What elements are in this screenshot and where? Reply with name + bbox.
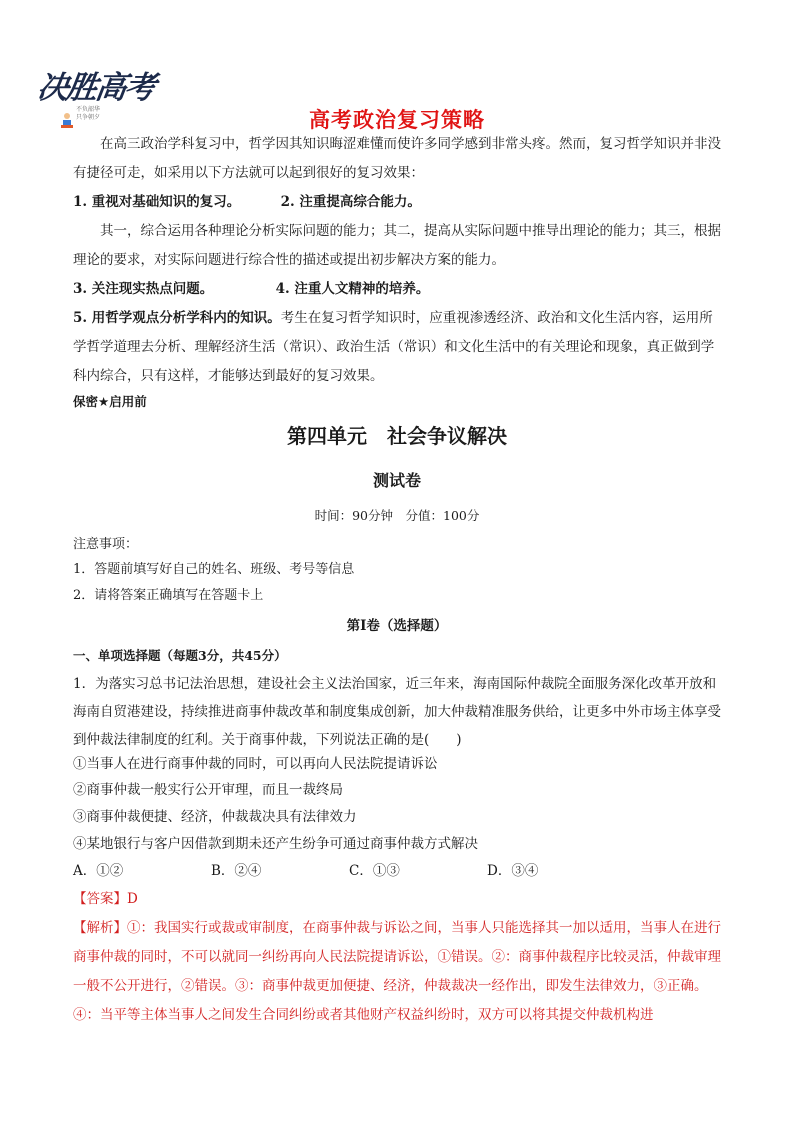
section-heading: 一、单项选择题（每题3分，共45分） <box>73 648 287 663</box>
test-title: 测试卷 <box>372 471 421 490</box>
point-5-label: 5. 用哲学观点分析学科内的知识。 <box>73 310 281 326</box>
choice-a: A．①② <box>73 863 124 879</box>
page-title: 高考政治复习策略 <box>309 108 485 132</box>
notice-title: 注意事项： <box>73 537 139 552</box>
notice-item-2: 2．请将答案正确填写在答题卡上 <box>73 588 264 603</box>
point-1: 1. 重视对基础知识的复习。 <box>73 194 241 210</box>
question-1-option-1: ①当事人在进行商事仲裁的同时，可以再向人民法院提请诉讼 <box>73 756 438 772</box>
secret-label: 保密★启用前 <box>73 394 147 409</box>
question-1-option-2: ②商事仲裁一般实行公开审理，而且一裁终局 <box>73 782 343 798</box>
notice-item-1: 1．答题前填写好自己的姓名、班级、考号等信息 <box>73 562 355 577</box>
point-5-paragraph <box>73 304 723 391</box>
intro-paragraph: 在高三政治学科复习中，哲学因其知识晦涩难懂而使许多同学感到非常头疼。然而，复习哲学知识并非没有捷径可走，如采用以下方法就可以起到很好的复习效果： <box>73 136 721 181</box>
volume-title: 第I卷（选择题） <box>346 618 448 634</box>
question-1-analysis: 【解析】①：我国实行或裁或审制度，在商事仲裁与诉讼之间，当事人只能选择其一加以适用，当事人在进行商事仲裁的同时，不可以就同一纠纷再向人民法院提请诉讼，①错误。②：商事仲裁程序比较灵活，仲裁审理一般不公开进行，②错误。③：商事仲裁更加便捷、经济，仲裁裁决一经作出，即发生法律效力，③正确。④：当平等主体当事人之间发生合同纠纷或者其他财产权益纠纷时，双方可以将其提交仲裁机构进 <box>73 920 721 1023</box>
question-1-choices <box>73 858 723 884</box>
logo-text: 决胜高考 <box>34 70 157 106</box>
ability-paragraph: 其一，综合运用各种理论分析实际问题的能力；其二，提高从实际问题中推导出理论的能力；其三，根据理论的要求，对实际问题进行综合性的描述或提出初步解决方案的能力。 <box>73 223 721 268</box>
question-1-stem: 1．为落实习总书记法治思想，建设社会主义法治国家，近三年来，海南国际仲裁院全面服务深化改革开放和海南自贸港建设，持续推进商事仲裁改革和制度集成创新，加大仲裁精准服务供给，让更多中外市场主体享受到仲裁法律制度的红利。关于商事仲裁，下列说法正确的是( ) <box>73 676 721 748</box>
time-info: 时间：90分钟 分值：100分 <box>314 508 480 523</box>
logo-subtitle-line1: 不负韶华 <box>76 106 101 113</box>
point-2: 2. 注重提高综合能力。 <box>280 194 421 210</box>
unit-title: 第四单元 社会争议解决 <box>287 424 507 448</box>
choice-c: C．①③ <box>349 863 400 879</box>
point-5-text: 考生在复习哲学知识时，应重视渗透经济、政治和文化生活内容，运用所学哲学道理去分析、理解经济生活（常识）、政治生活（常识）和文化生活中的有关理论和现象，真正做到学科内综合，只有这样，才能够达到最好的复习效果。 <box>73 310 715 384</box>
point-4: 4. 注重人文精神的培养。 <box>275 281 430 297</box>
question-1-answer: 【答案】D <box>73 891 138 907</box>
question-1-option-3: ③商事仲裁便捷、经济，仲裁裁决具有法律效力 <box>73 809 357 825</box>
point-3: 3. 关注现实热点问题。 <box>73 281 214 297</box>
choice-b: B．②④ <box>211 863 262 879</box>
logo-subtitle-line2: 只争朝夕 <box>76 114 101 121</box>
choice-d: D．③④ <box>487 863 539 879</box>
question-1-option-4: ④某地银行与客户因借款到期未还产生纷争可通过商事仲裁方式解决 <box>73 836 478 852</box>
points-row-2 <box>73 275 429 304</box>
points-row-1 <box>73 188 421 217</box>
